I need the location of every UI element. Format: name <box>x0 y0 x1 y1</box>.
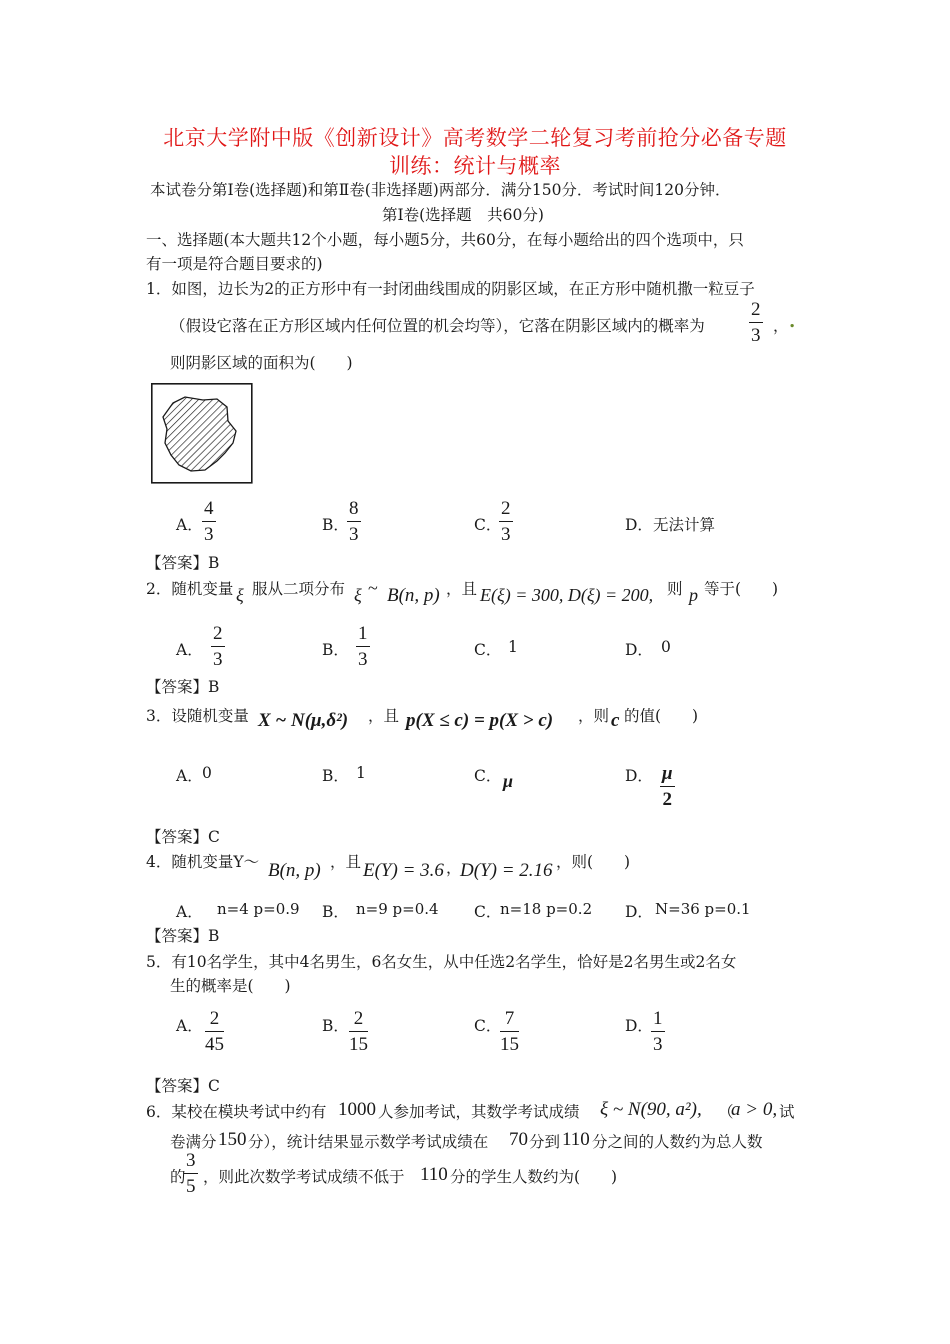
q6-number-1000: 1000 <box>338 1099 376 1120</box>
numerator: 8 <box>347 497 361 522</box>
q2-option-d-text: 0 <box>661 638 671 656</box>
q6-line3-part3: 分的学生人数约为( ) <box>450 1168 618 1186</box>
q2-xi: ξ <box>236 585 244 605</box>
q6-number-150: 150 <box>218 1129 247 1150</box>
q2-option-c-text: 1 <box>508 638 518 656</box>
q5-text-line1: 5．有10名学生，其中4名男生，6名女生，从中任选2名学生，恰好是2名男生或2名女 <box>146 953 737 971</box>
q5-option-b-label: B． <box>322 1017 349 1035</box>
q1-probability-fraction <box>749 298 763 349</box>
denominator: 3 <box>213 649 223 670</box>
q4-option-c-label: C． <box>474 903 502 921</box>
q3-option-b-label: B． <box>322 767 349 785</box>
q2-text-part3: ，且 <box>446 580 478 598</box>
q6-line2-part4: 分之间的人数约为总人数 <box>592 1133 763 1151</box>
q4-option-b-text: n=9 p=0.4 <box>356 900 439 918</box>
q1-option-b-fraction <box>347 497 361 548</box>
q3-text-part4: 的值( ) <box>624 707 699 725</box>
q1-text-line3: 则阴影区域的面积为( ) <box>170 354 353 372</box>
denominator: 3 <box>349 524 359 545</box>
section-heading: 第Ⅰ卷(选择题 共60分) <box>382 206 544 224</box>
q6-line2-part2: 分），统计结果显示数学考试成绩在 <box>248 1133 489 1151</box>
q1-option-a-fraction <box>202 497 216 548</box>
numerator: 2 <box>499 497 513 522</box>
q5-option-c-label: C． <box>474 1017 502 1035</box>
q3-option-d-label: D． <box>625 767 653 785</box>
denominator: 3 <box>358 649 368 670</box>
q4-option-b-label: B． <box>322 903 349 921</box>
q1-option-b-label: B． <box>322 516 349 534</box>
q1-option-c-label: C． <box>474 516 502 534</box>
denominator: 5 <box>186 1176 196 1197</box>
q3-option-b-text: 1 <box>356 764 366 782</box>
denominator: 2 <box>662 789 673 810</box>
q2-text-part5: 等于( ) <box>704 580 779 598</box>
q2-option-d-label: D． <box>625 641 653 659</box>
q3-text-part3: ，则 <box>578 707 610 725</box>
q1-option-d-text: 无法计算 <box>653 516 716 534</box>
q6-line3-part2: ，则此次数学考试成绩不低于 <box>203 1168 405 1186</box>
denominator: 15 <box>500 1034 519 1055</box>
q3-option-c-mu: μ <box>503 771 514 791</box>
q6-number-110: 110 <box>562 1129 590 1150</box>
q3-condition: p(X ≤ c) = p(X > c) <box>406 710 554 731</box>
q6-text-part2: 人参加考试，其数学考试成绩 <box>378 1103 580 1121</box>
q1-text-line2: （假设它落在正方形区域内任何位置的机会均等），它落在阴影区域内的概率为 <box>170 317 705 335</box>
q2-condition: E(ξ) = 300, D(ξ) = 200, <box>480 585 654 605</box>
intro-text: 本试卷分第Ⅰ卷(选择题)和第Ⅱ卷(非选择题)两部分．满分150分．考试时间120分钟． <box>150 181 731 199</box>
q2-xi-2: ξ <box>354 585 362 605</box>
doc-title-line2: 训练：统计与概率 <box>389 154 561 178</box>
q2-binomial: B(n, p) <box>387 585 440 606</box>
q1-stray-dot: . <box>789 311 796 332</box>
q6-text-part4: 试 <box>779 1103 795 1121</box>
q2-option-a-label: A． <box>176 641 203 659</box>
q4-variance: D(Y) = 2.16 <box>460 860 553 881</box>
q3-c-variable: c <box>611 710 620 731</box>
numerator: 2 <box>211 622 225 647</box>
q4-expectation: E(Y) = 3.6 <box>363 860 444 881</box>
q4-text-part3: ，则( ) <box>556 853 631 871</box>
q2-p-variable: p <box>689 585 698 605</box>
q4-separator: ， <box>446 859 462 877</box>
doc-title-line1: 北京大学附中版《创新设计》高考数学二轮复习考前抢分必备专题 <box>163 126 787 150</box>
q3-option-c-label: C． <box>474 767 502 785</box>
denominator: 3 <box>751 325 761 346</box>
denominator: 15 <box>349 1034 368 1055</box>
q3-text-part2: ，且 <box>368 707 400 725</box>
q1-option-a-label: A． <box>176 516 203 534</box>
denominator: 45 <box>205 1034 224 1055</box>
q3-distribution: X ~ N(μ,δ²) <box>258 710 349 731</box>
q6-number-70: 70 <box>509 1129 528 1150</box>
q2-option-a-fraction <box>211 622 225 673</box>
q1-answer: 【答案】B <box>146 554 220 572</box>
q5-option-b-fraction <box>349 1007 368 1058</box>
q3-option-a-text: 0 <box>202 764 212 782</box>
q2-text-part4: 则 <box>667 580 683 598</box>
numerator: μ <box>660 762 675 787</box>
numerator: 2 <box>749 298 763 323</box>
q4-text-part1: 4．随机变量Y～ <box>146 853 260 871</box>
q2-tilde: ~ <box>368 578 378 598</box>
q5-answer: 【答案】C <box>146 1077 220 1095</box>
q2-option-c-label: C． <box>474 641 502 659</box>
q2-option-b-label: B． <box>322 641 349 659</box>
q3-option-a-label: A． <box>176 767 203 785</box>
q6-text-part1: 6．某校在模块考试中约有 <box>146 1103 327 1121</box>
q6-line2-part1: 卷满分 <box>170 1133 217 1151</box>
denominator: 3 <box>653 1034 663 1055</box>
q4-option-a-label: A． <box>176 903 203 921</box>
q4-option-d-label: D． <box>625 903 653 921</box>
instructions-line1: 一、选择题(本大题共12个小题，每小题5分，共60分，在每小题给出的四个选项中，只 <box>146 231 744 249</box>
instructions-line2: 有一项是符合题目要求的) <box>146 255 323 273</box>
q1-comma: ， <box>773 317 789 335</box>
numerator: 2 <box>205 1007 224 1032</box>
q5-text-line2: 生的概率是( ) <box>170 977 291 995</box>
q4-option-c-text: n=18 p=0.2 <box>500 900 593 918</box>
q1-figure-shaded-square <box>151 383 253 484</box>
q3-text-part1: 3．设随机变量 <box>146 707 249 725</box>
q6-distribution: ξ ~ N(90, a²), <box>600 1099 702 1120</box>
q6-line2-part3: 分到 <box>529 1133 561 1151</box>
q4-binomial: B(n, p) <box>268 860 321 881</box>
q5-option-c-fraction <box>500 1007 519 1058</box>
q2-text-part2: 服从二项分布 <box>252 580 346 598</box>
q5-option-d-fraction <box>651 1007 665 1058</box>
numerator: 7 <box>500 1007 519 1032</box>
numerator: 1 <box>651 1007 665 1032</box>
q3-answer: 【答案】C <box>146 828 220 846</box>
numerator: 3 <box>184 1149 198 1174</box>
q2-text-part1: 2．随机变量 <box>146 580 234 598</box>
q6-number-110b: 110 <box>420 1164 448 1185</box>
numerator: 4 <box>202 497 216 522</box>
q1-option-c-fraction <box>499 497 513 548</box>
q5-option-d-label: D． <box>625 1017 653 1035</box>
q6-condition: a > 0, <box>731 1099 778 1120</box>
denominator: 3 <box>501 524 511 545</box>
q6-fraction <box>184 1149 198 1200</box>
q2-option-b-fraction <box>356 622 370 673</box>
q2-answer: 【答案】B <box>146 678 220 696</box>
q3-option-d-fraction <box>660 762 675 813</box>
q6-line3-part1: 的 <box>170 1168 186 1186</box>
q6-text-part3: （ <box>718 1103 734 1121</box>
q1-option-d-label: D． <box>625 516 653 534</box>
q4-text-part2: ，且 <box>330 853 362 871</box>
numerator: 1 <box>356 622 370 647</box>
q4-option-a-text: n=4 p=0.9 <box>217 900 300 918</box>
q5-option-a-label: A． <box>176 1017 203 1035</box>
denominator: 3 <box>204 524 214 545</box>
q1-text-line1: 1．如图，边长为2的正方形中有一封闭曲线围成的阴影区域，在正方形中随机撒一粒豆子 <box>146 280 755 298</box>
q5-option-a-fraction <box>205 1007 224 1058</box>
q4-answer: 【答案】B <box>146 927 220 945</box>
q4-option-d-text: N=36 p=0.1 <box>655 900 751 918</box>
numerator: 2 <box>349 1007 368 1032</box>
